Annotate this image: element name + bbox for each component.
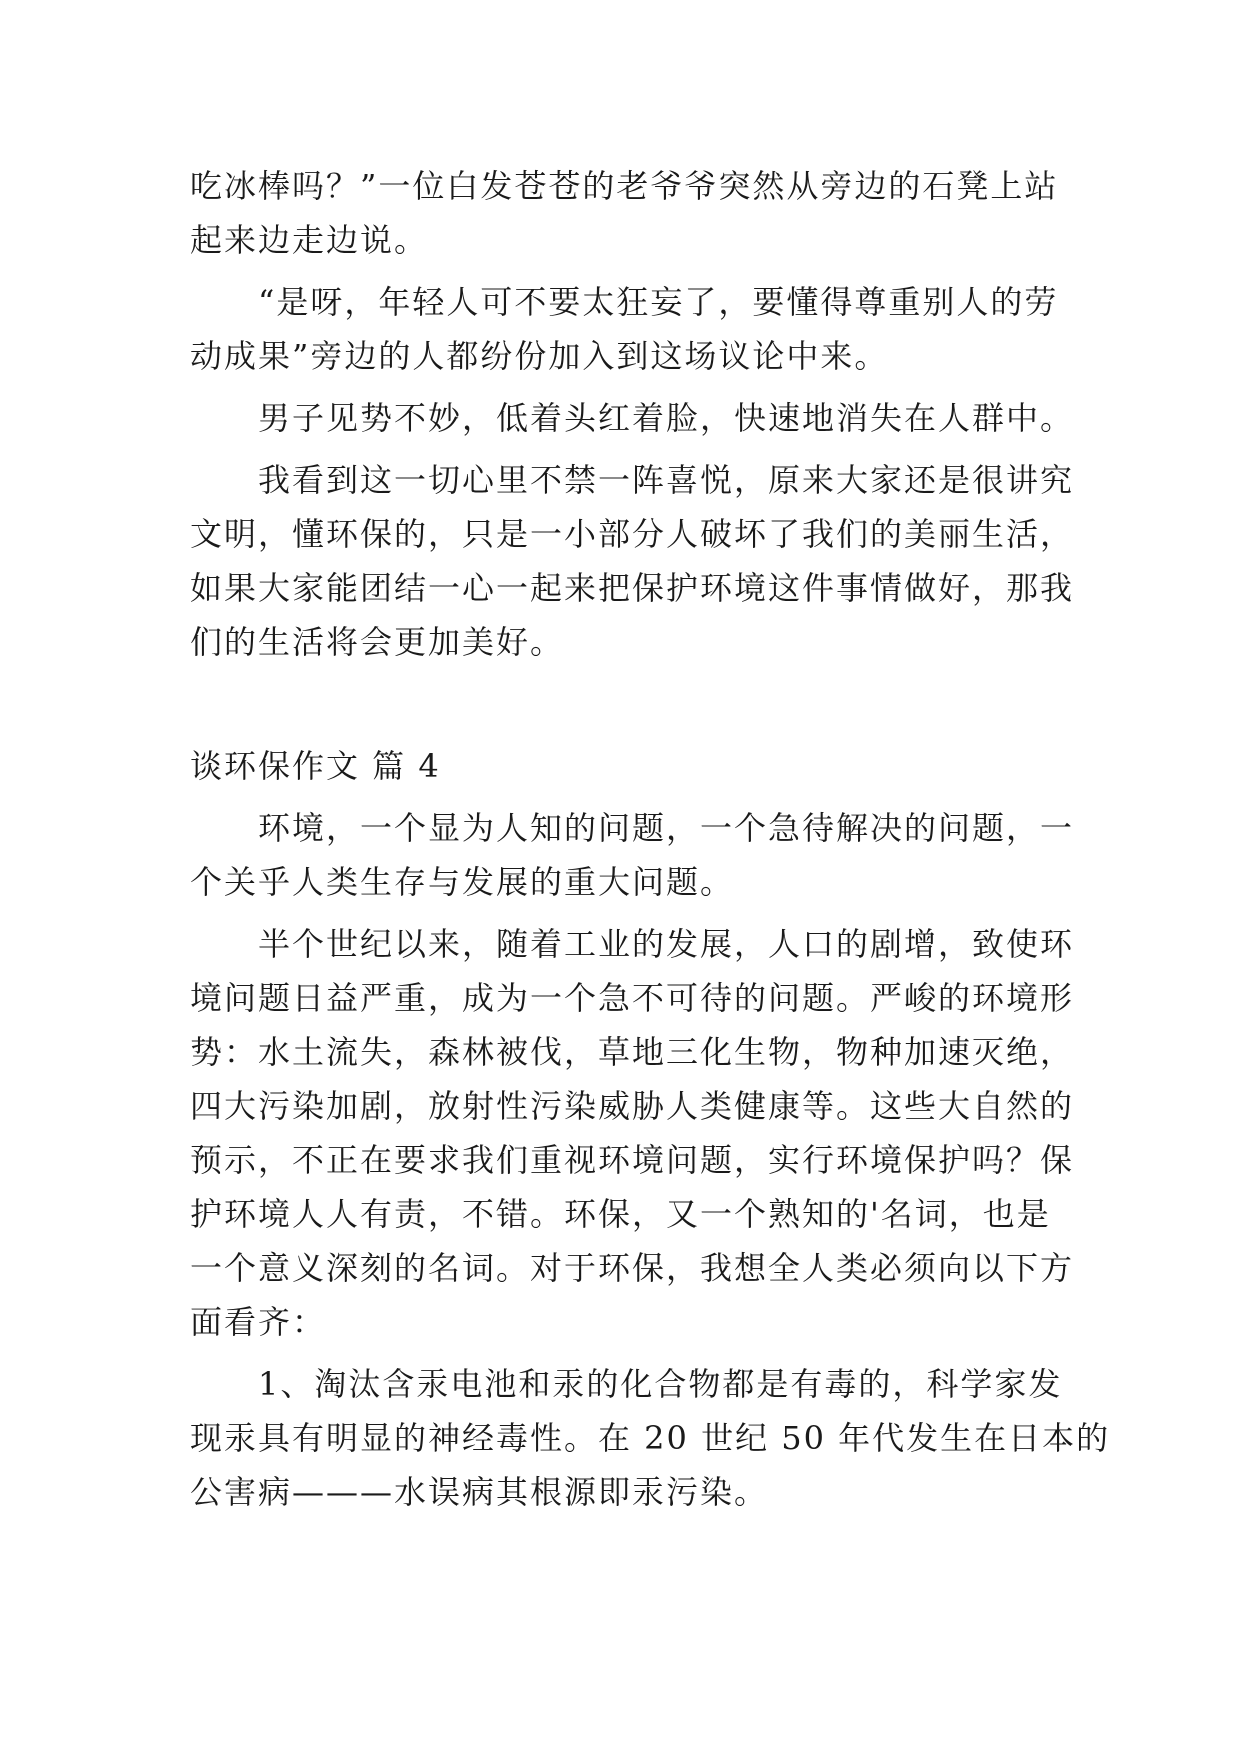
paragraph-line: 环境，一个显为人知的问题，一个急待解决的问题，一 (258, 809, 1075, 847)
paragraph-line: 吃冰棒吗？”一位白发苍苍的老爷爷突然从旁边的石凳上站 (190, 167, 1059, 205)
paragraph-line: 面看齐： (190, 1303, 327, 1341)
paragraph-line: 动成果”旁边的人都纷份加入到这场议论中来。 (190, 337, 889, 375)
paragraph-line: 我看到这一切心里不禁一阵喜悦，原来大家还是很讲究 (258, 461, 1075, 499)
paragraph-line: 势：水土流失，森林被伐，草地三化生物，物种加速灭绝， (190, 1033, 1075, 1071)
paragraph-line: 半个世纪以来，随着工业的发展，人口的剧增，致使环 (258, 925, 1075, 963)
paragraph-line: 四大污染加剧，放射性污染威胁人类健康等。这些大自然的 (190, 1087, 1075, 1125)
paragraph-line: 个关乎人类生存与发展的重大问题。 (190, 863, 735, 901)
paragraph-line: 如果大家能团结一心一起来把保护环境这件事情做好，那我 (190, 569, 1075, 607)
paragraph-line: “是呀，年轻人可不要太狂妄了，要懂得尊重别人的劳 (258, 283, 1059, 321)
paragraph-line: 公害病———水误病其根源即汞污染。 (190, 1473, 769, 1511)
paragraph-line: 1、淘汰含汞电池和汞的化合物都是有毒的，科学家发 (258, 1365, 1063, 1403)
section-heading: 谈环保作文 篇 4 (190, 747, 441, 785)
paragraph-line: 文明，懂环保的，只是一小部分人破坏了我们的美丽生活， (190, 515, 1075, 553)
paragraph-line: 男子见势不妙，低着头红着脸，快速地消失在人群中。 (258, 399, 1075, 437)
paragraph-line: 境问题日益严重，成为一个急不可待的问题。严峻的环境形 (190, 979, 1075, 1017)
paragraph-line: 预示，不正在要求我们重视环境问题，实行环境保护吗？保 (190, 1141, 1075, 1179)
paragraph-line: 护环境人人有责，不错。环保，又一个熟知的'名词，也是 (190, 1195, 1051, 1233)
paragraph-line: 一个意义深刻的名词。对于环保，我想全人类必须向以下方 (190, 1249, 1075, 1287)
paragraph-line: 现汞具有明显的神经毒性。在 20 世纪 50 年代发生在日本的 (190, 1419, 1111, 1457)
paragraph-line: 起来边走边说。 (190, 221, 429, 259)
paragraph-line: 们的生活将会更加美好。 (190, 623, 565, 661)
